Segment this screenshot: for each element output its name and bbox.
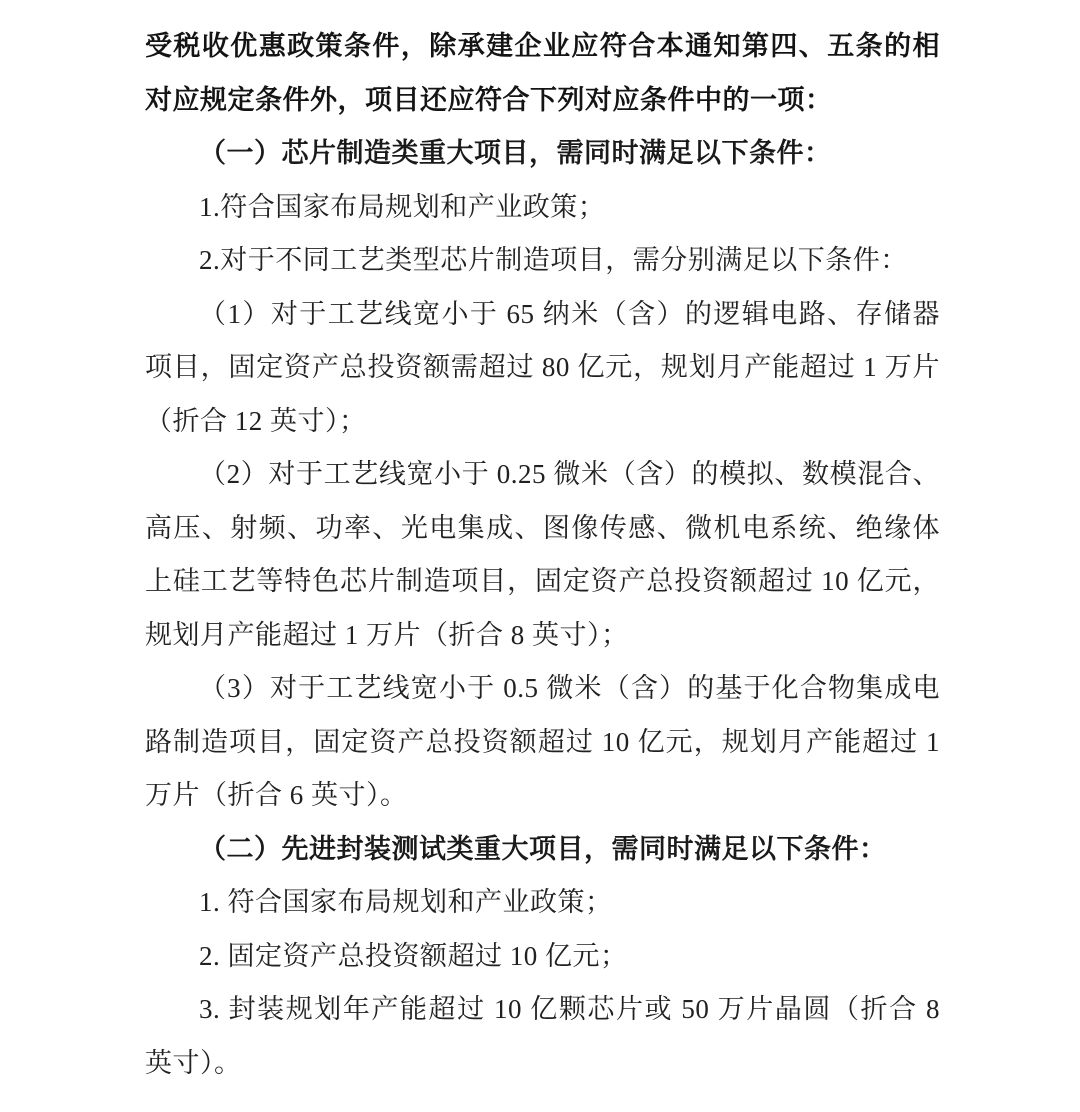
section-1-item-2-sub-2: （2）对于工艺线宽小于 0.25 微米（含）的模拟、数模混合、高压、射频、功率、光电集成、图像传感、微机电系统、绝缘体上硅工艺等特色芯片制造项目，固定资产总投资额超过 10 亿元，规划月产能超过 1 万片（折合 8 英寸）； — [145, 459, 940, 650]
section-1-item-2-sub-1: （1）对于工艺线宽小于 65 纳米（含）的逻辑电路、存储器项目，固定资产总投资额需超过 80 亿元，规划月产能超过 1 万片（折合 12 英寸）； — [145, 298, 940, 436]
section-2-item-2: 2. 固定资产总投资额超过 10 亿元； — [199, 940, 628, 971]
paragraph-intro-continuation: 受税收优惠政策条件，除承建企业应符合本通知第四、五条的相对应规定条件外，项目还应符合下列对应条件中的一项： — [145, 31, 940, 115]
section-1-item-2: 2.对于不同工艺类型芯片制造项目，需分别满足以下条件： — [199, 245, 908, 275]
section-1-item-2-sub-3: （3）对于工艺线宽小于 0.5 微米（含）的基于化合物集成电路制造项目，固定资产总投资额超过 10 亿元，规划月产能超过 1 万片（折合 6 英寸）。 — [145, 673, 940, 810]
section-2-item-1: 1. 符合国家布局规划和产业政策； — [199, 887, 613, 917]
section-1-heading: （一）芯片制造类重大项目，需同时满足以下条件： — [199, 138, 832, 168]
document-text-block — [145, 20, 940, 1090]
section-2-heading: （二）先进封装测试类重大项目，需同时满足以下条件： — [199, 833, 887, 864]
section-1-item-1: 1.符合国家布局规划和产业政策； — [199, 191, 606, 222]
section-2-item-3: 3. 封装规划年产能超过 10 亿颗芯片或 50 万片晶圆（折合 8 英寸）。 — [145, 994, 940, 1078]
